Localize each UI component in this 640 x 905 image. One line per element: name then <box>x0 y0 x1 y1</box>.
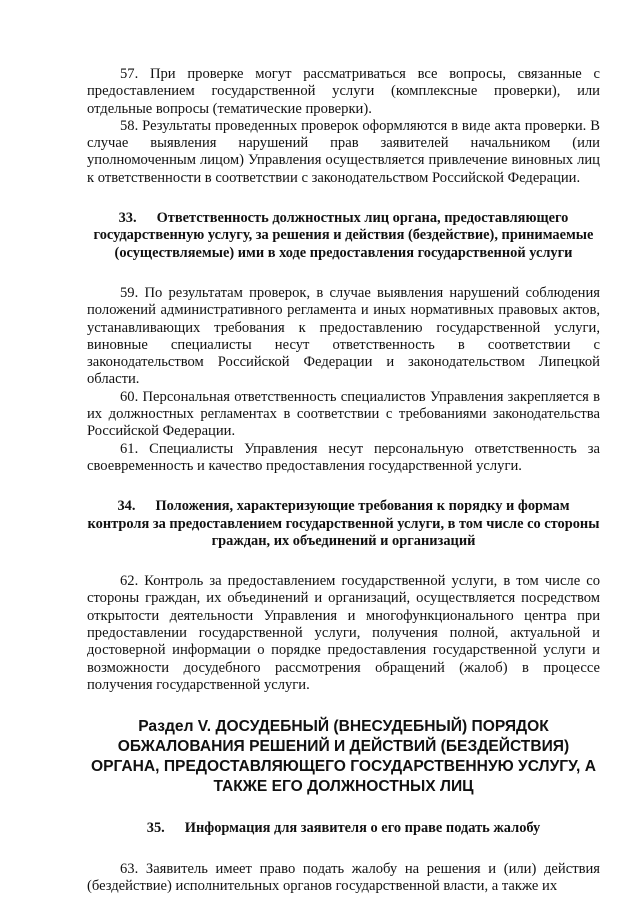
spacer <box>87 187 600 210</box>
paragraph-63: 63. Заявитель имеет право подать жалобу на решения и (или) действия (бездействие) исполнительных органов государственной власти, а также их <box>87 860 600 894</box>
heading-35 <box>87 820 600 837</box>
spacer <box>87 694 600 717</box>
heading-34-number: 34. <box>117 498 136 515</box>
document-page <box>87 66 600 895</box>
spacer <box>87 797 600 820</box>
heading-33-text: Ответственность должностных лиц органа, предоставляющего государственную услугу, за решения и действия (бездействие), принимаемые (осуществляемые) ими в ходе предоставления государственной услуги <box>93 210 594 261</box>
spacer <box>87 838 600 861</box>
heading-35-text: Информация для заявителя о его праве подать жалобу <box>184 820 541 837</box>
heading-33 <box>87 210 600 262</box>
paragraph-57: 57. При проверке могут рассматриваться все вопросы, связанные с предоставлением государственной услуги (комплексные проверки), или отдельные вопросы (тематические проверки). <box>87 66 600 117</box>
heading-34-text: Положения, характеризующие требования к порядку и формам контроля за предоставлением государственной услуги, в том числе со стороны граждан, их объединений и организаций <box>87 498 600 549</box>
spacer <box>87 475 600 498</box>
heading-33-number: 33. <box>118 210 137 227</box>
spacer <box>87 262 600 285</box>
heading-34 <box>87 498 600 550</box>
paragraph-58: 58. Результаты проведенных проверок оформляются в виде акта проверки. В случае выявления нарушений прав заявителей начальником (или уполномоченным лицом) Управления осуществляется привлечение виновных лиц к ответственности в соответствии с законодательством Российской Федерации. <box>87 117 600 186</box>
section-5-title: Раздел V. ДОСУДЕБНЫЙ (ВНЕСУДЕБНЫЙ) ПОРЯДОК ОБЖАЛОВАНИЯ РЕШЕНИЙ И ДЕЙСТВИЙ (БЕЗДЕЙСТВИЯ) ОРГАНА, ПРЕДОСТАВЛЯЮЩЕГО ГОСУДАРСТВЕННУЮ УСЛУГУ, А ТАКЖЕ ЕГО ДОЛЖНОСТНЫХ ЛИЦ <box>91 718 596 796</box>
paragraph-59: 59. По результатам проверок, в случае выявления нарушений соблюдения положений административного регламента и иных нормативных правовых актов, устанавливающих требования к предоставлению государственной услуги, виновные специалисты несут ответственность в соответствии с законодательством Российской Федерации и законодательством Липецкой области. <box>87 284 600 388</box>
paragraph-62: 62. Контроль за предоставлением государственной услуги, в том числе со стороны граждан, их объединений и организаций, осуществляется посредством открытости деятельности Управления и многофункционального центра при предоставлении государственной услуги, получения полной, актуальной и достоверной информации о порядке предоставления государственной услуги и возможности досудебного рассмотрения обращений (жалоб) в процессе получения государственной услуги. <box>87 573 600 693</box>
spacer <box>87 550 600 573</box>
heading-35-number: 35. <box>146 820 165 837</box>
paragraph-61: 61. Специалисты Управления несут персональную ответственность за своевременность и качество предоставления государственной услуги. <box>87 440 600 474</box>
paragraph-60: 60. Персональная ответственность специалистов Управления закрепляется в их должностных регламентах в соответствии с требованиями законодательства Российской Федерации. <box>87 388 600 440</box>
